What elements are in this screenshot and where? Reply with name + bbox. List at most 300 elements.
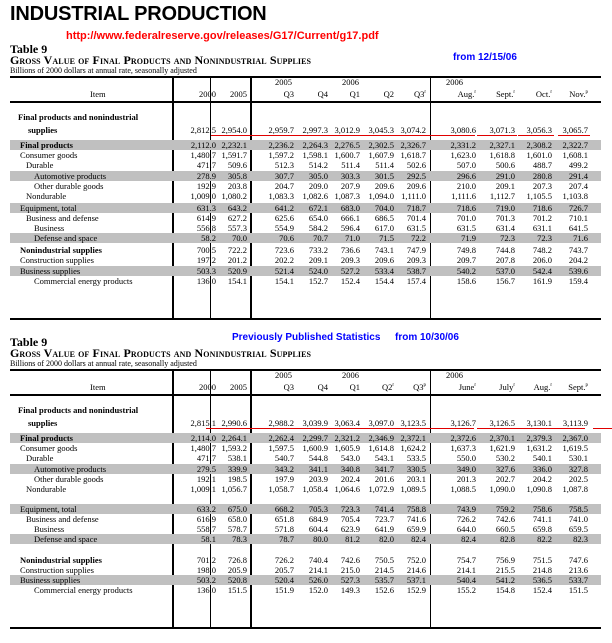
cell-value: 202.7 — [495, 474, 515, 484]
cell-value: 1,607.9 — [368, 150, 394, 160]
cell-value: 1,083.3 — [268, 191, 294, 201]
red-underline — [477, 135, 517, 136]
cell-value: 743.1 — [374, 245, 394, 255]
cell-value: 158.6 — [456, 276, 476, 286]
cell-value: 154.1 — [227, 276, 247, 286]
cell-value: 1,608.1 — [562, 150, 588, 160]
cell-value: 759.2 — [495, 504, 515, 514]
cell-value: 2,112.0 — [190, 140, 216, 150]
red-underline — [593, 428, 612, 429]
cell-value: 617.0 — [374, 223, 394, 233]
table-subtitle: Billions of 2000 dollars at annual rate, seasonally adjusted — [10, 66, 197, 75]
cell-value: 82.4 — [461, 534, 476, 544]
cell-value: 214.8 — [532, 565, 552, 575]
column-header: Q4 — [317, 382, 328, 392]
cell-value: 521.4 — [274, 266, 294, 276]
cell-value: 658.0 — [227, 514, 247, 524]
cell-value: 488.7 — [532, 160, 552, 170]
cell-value: 631.5 — [406, 223, 426, 233]
cell-value: 327.6 — [495, 464, 515, 474]
cell-value: 616.9 — [196, 514, 216, 524]
table-row — [10, 140, 601, 150]
cell-value: 70.6 — [279, 233, 294, 243]
row-label: Equipment, total — [20, 203, 77, 213]
cell-value: 152.6 — [374, 585, 394, 595]
cell-value: 303.3 — [340, 171, 360, 181]
cell-value: 1,103.8 — [562, 191, 588, 201]
cell-value: 209.6 — [406, 181, 426, 191]
row-label: Business and defense — [26, 514, 99, 524]
cell-value: 1,009.0 — [190, 191, 216, 201]
row-label: Business — [34, 223, 65, 233]
cell-value: 520.8 — [227, 575, 247, 585]
cell-value: 136.0 — [196, 585, 216, 595]
annotation-date: from 10/30/06 — [395, 332, 459, 343]
cell-value: 1,058.4 — [302, 484, 328, 494]
cell-value: 209.6 — [374, 181, 394, 191]
cell-value: 512.3 — [274, 160, 294, 170]
cell-value: 533.4 — [374, 266, 394, 276]
cell-value: 154.4 — [374, 276, 394, 286]
cell-value: 726.8 — [227, 555, 247, 565]
table-name: Gross Value of Final Products and Nonindustrial Supplies — [10, 346, 312, 360]
table-number: Table 9 — [10, 335, 48, 349]
cell-value: 152.4 — [532, 585, 552, 595]
cell-value: 471.7 — [196, 453, 216, 463]
cell-value: 1,631.2 — [526, 443, 552, 453]
cell-value: 307.7 — [274, 171, 294, 181]
cell-value: 1,112.7 — [489, 191, 515, 201]
cell-value: 544.8 — [308, 453, 328, 463]
cell-value: 2,236.2 — [268, 140, 294, 150]
cell-value: 3,123.5 — [400, 418, 426, 428]
cell-value: 82.3 — [573, 534, 588, 544]
cell-value: 1,618.8 — [489, 150, 515, 160]
column-header: Q3 — [283, 382, 294, 392]
row-label: Construction supplies — [20, 565, 94, 575]
table-row — [10, 266, 601, 276]
cell-value: 2,954.0 — [221, 125, 247, 135]
cell-value: 754.7 — [456, 555, 476, 565]
cell-value: 339.9 — [227, 464, 247, 474]
cell-value: 502.6 — [406, 160, 426, 170]
cell-value: 643.2 — [227, 203, 247, 213]
cell-value: 503.3 — [196, 266, 216, 276]
cell-value: 3,097.0 — [368, 418, 394, 428]
cell-value: 631.3 — [196, 203, 216, 213]
cell-value: 207.3 — [532, 181, 552, 191]
cell-value: 296.6 — [456, 171, 476, 181]
column-header: Q3$^r$ — [413, 89, 426, 99]
cell-value: 278.9 — [196, 171, 216, 181]
row-label: Construction supplies — [20, 255, 94, 265]
row-label: Business — [34, 524, 65, 534]
cell-value: 530.2 — [495, 453, 515, 463]
column-header: Q3 — [283, 89, 294, 99]
cell-value: 157.4 — [406, 276, 426, 286]
cell-value: 292.5 — [406, 171, 426, 181]
cell-value: 520.4 — [274, 575, 294, 585]
cell-value: 197.9 — [274, 474, 294, 484]
column-header: Q3$^p$ — [413, 382, 426, 392]
cell-value: 631.4 — [495, 223, 515, 233]
year-group: 2006 — [342, 77, 359, 87]
cell-value: 527.3 — [340, 575, 360, 585]
cell-value: 2,264.1 — [221, 433, 247, 443]
cell-value: 204.2 — [568, 255, 588, 265]
cell-value: 631.5 — [456, 223, 476, 233]
cell-value: 747.6 — [568, 555, 588, 565]
cell-value: 500.6 — [495, 160, 515, 170]
cell-value: 2,321.2 — [334, 433, 360, 443]
cell-value: 701.2 — [532, 213, 552, 223]
cell-value: 209.6 — [374, 255, 394, 265]
cell-value: 1,597.2 — [268, 150, 294, 160]
row-label: Business supplies — [20, 266, 81, 276]
row-label: Commercial energy products — [34, 585, 133, 595]
column-header: Q1 — [349, 89, 360, 99]
cell-value: 71.0 — [345, 233, 360, 243]
cell-value: 78.7 — [279, 534, 294, 544]
cell-value: 197.2 — [196, 255, 216, 265]
cell-value: 741.6 — [406, 514, 426, 524]
cell-value: 58.1 — [201, 534, 216, 544]
row-label: Commercial energy products — [34, 276, 133, 286]
cell-value: 1,105.5 — [526, 191, 552, 201]
cell-value: 2,997.3 — [302, 125, 328, 135]
table-row — [10, 233, 601, 243]
cell-value: 719.0 — [495, 203, 515, 213]
cell-value: 668.2 — [274, 504, 294, 514]
cell-value: 1,619.5 — [562, 443, 588, 453]
cell-value: 210.0 — [456, 181, 476, 191]
annotation-previous: Previously Published Statistics — [232, 332, 381, 343]
row-label: Nonindustrial supplies — [20, 245, 102, 255]
cell-value: 3,065.7 — [562, 125, 588, 135]
cell-value: 750.5 — [374, 555, 394, 565]
cell-value: 718.7 — [406, 203, 426, 213]
cell-value: 202.2 — [274, 255, 294, 265]
cell-value: 201.2 — [227, 255, 247, 265]
cell-value: 558.7 — [196, 524, 216, 534]
cell-value: 641.2 — [274, 203, 294, 213]
cell-value: 524.0 — [308, 266, 328, 276]
cell-value: 672.1 — [308, 203, 328, 213]
cell-value: 213.6 — [568, 565, 588, 575]
cell-value: 748.2 — [532, 245, 552, 255]
red-underline — [477, 428, 585, 429]
cell-value: 305.0 — [308, 171, 328, 181]
cell-value: 723.6 — [274, 245, 294, 255]
cell-value: 700.5 — [196, 245, 216, 255]
cell-value: 542.4 — [532, 266, 552, 276]
row-label-cont: supplies — [28, 125, 58, 135]
cell-value: 192.9 — [196, 181, 216, 191]
row-label: Automotive products — [34, 171, 107, 181]
cell-value: 554.9 — [274, 223, 294, 233]
table-row — [10, 276, 601, 286]
cell-value: 527.2 — [340, 266, 360, 276]
cell-value: 625.6 — [274, 213, 294, 223]
cell-value: 541.2 — [495, 575, 515, 585]
year-group: 2006 — [342, 370, 359, 380]
cell-value: 2,372.6 — [450, 433, 476, 443]
column-header: 2005 — [230, 382, 247, 392]
cell-value: 701.0 — [456, 213, 476, 223]
cell-value: 701.2 — [196, 555, 216, 565]
cell-value: 1,090.8 — [526, 484, 552, 494]
cell-value: 154.1 — [274, 276, 294, 286]
cell-value: 1,480.7 — [190, 150, 216, 160]
cell-value: 82.2 — [537, 534, 552, 544]
cell-value: 535.7 — [374, 575, 394, 585]
cell-value: 2,299.7 — [302, 433, 328, 443]
table-row — [10, 405, 601, 429]
cell-value: 1,058.7 — [268, 484, 294, 494]
table-row — [10, 524, 601, 534]
cell-value: 756.9 — [495, 555, 515, 565]
cell-value: 207.8 — [495, 255, 515, 265]
cell-value: 723.7 — [374, 514, 394, 524]
cell-value: 1,090.0 — [489, 484, 515, 494]
row-label: Business and defense — [26, 213, 99, 223]
table-row — [10, 433, 601, 443]
cell-value: 71.9 — [461, 233, 476, 243]
cell-value: 2,331.2 — [450, 140, 476, 150]
cell-value: 78.3 — [232, 534, 247, 544]
cell-value: 209.1 — [495, 181, 515, 191]
row-label: Durable — [26, 453, 54, 463]
cell-value: 718.6 — [456, 203, 476, 213]
cell-value: 633.2 — [196, 504, 216, 514]
cell-value: 80.0 — [313, 534, 328, 544]
cell-value: 520.9 — [227, 266, 247, 276]
cell-value: 1,593.2 — [221, 443, 247, 453]
cell-value: 578.7 — [227, 524, 247, 534]
cell-value: 1,621.9 — [489, 443, 515, 453]
red-underline — [558, 135, 590, 136]
cell-value: 683.0 — [340, 203, 360, 213]
cell-value: 540.2 — [456, 266, 476, 276]
row-label: Consumer goods — [20, 443, 78, 453]
cell-value: 152.7 — [308, 276, 328, 286]
cell-value: 584.2 — [308, 223, 328, 233]
cell-value: 1,087.8 — [562, 484, 588, 494]
cell-value: 631.1 — [532, 223, 552, 233]
cell-value: 1,591.7 — [221, 150, 247, 160]
cell-value: 705.3 — [308, 504, 328, 514]
cell-value: 543.0 — [340, 453, 360, 463]
cell-value: 203.8 — [227, 181, 247, 191]
data-table — [10, 369, 601, 629]
cell-value: 203.1 — [406, 474, 426, 484]
table-row — [10, 565, 601, 575]
cell-value: 209.3 — [340, 255, 360, 265]
cell-value: 1,614.8 — [368, 443, 394, 453]
cell-value: 758.6 — [532, 504, 552, 514]
cell-value: 340.8 — [340, 464, 360, 474]
cell-value: 684.9 — [308, 514, 328, 524]
red-underline — [206, 428, 474, 429]
cell-value: 741.0 — [568, 514, 588, 524]
cell-value: 604.4 — [308, 524, 328, 534]
cell-value: 540.4 — [456, 575, 476, 585]
cell-value: 198.0 — [196, 565, 216, 575]
cell-value: 2,812.5 — [190, 125, 216, 135]
year-group: 2005 — [275, 77, 292, 87]
table-row — [10, 255, 601, 265]
cell-value: 1,009.1 — [190, 484, 216, 494]
cell-value: 701.3 — [495, 213, 515, 223]
table-row — [10, 203, 601, 213]
row-label: Defense and space — [34, 534, 98, 544]
column-header: Aug.$^r$ — [457, 89, 476, 99]
cell-value: 741.1 — [532, 514, 552, 524]
cell-value: 81.2 — [345, 534, 360, 544]
cell-value: 543.1 — [374, 453, 394, 463]
cell-value: 752.0 — [406, 555, 426, 565]
column-header: June$^r$ — [458, 382, 476, 392]
cell-value: 1,072.9 — [368, 484, 394, 494]
annotation-date: from 12/15/06 — [453, 52, 517, 63]
table-row — [10, 464, 601, 474]
cell-value: 744.8 — [495, 245, 515, 255]
cell-value: 2,264.3 — [302, 140, 328, 150]
row-label: Final products and nonindustrial — [18, 405, 139, 415]
cell-value: 204.2 — [532, 474, 552, 484]
cell-value: 209.7 — [456, 255, 476, 265]
table-row — [10, 213, 601, 223]
row-label: Other durable goods — [34, 474, 104, 484]
cell-value: 743.9 — [456, 504, 476, 514]
cell-value: 2,367.0 — [562, 433, 588, 443]
cell-value: 726.2 — [274, 555, 294, 565]
cell-value: 149.3 — [340, 585, 360, 595]
cell-value: 1,601.0 — [526, 150, 552, 160]
cell-value: 2,346.9 — [368, 433, 394, 443]
cell-value: 206.0 — [532, 255, 552, 265]
cell-value: 614.9 — [196, 213, 216, 223]
column-header: Q2$^r$ — [381, 382, 394, 392]
cell-value: 1,064.6 — [334, 484, 360, 494]
row-label-cont: supplies — [28, 418, 58, 428]
cell-value: 741.4 — [374, 504, 394, 514]
cell-value: 215.5 — [495, 565, 515, 575]
cell-value: 70.0 — [232, 233, 247, 243]
cell-value: 742.6 — [495, 514, 515, 524]
column-header: Oct.$^r$ — [535, 89, 552, 99]
table-row — [10, 534, 601, 544]
row-label: Other durable goods — [34, 181, 104, 191]
row-label: Nonindustrial supplies — [20, 555, 102, 565]
cell-value: 1,637.3 — [450, 443, 476, 453]
row-label: Final products — [20, 433, 73, 443]
year-group: 2005 — [275, 370, 292, 380]
cell-value: 152.0 — [308, 585, 328, 595]
cell-value: 722.2 — [227, 245, 247, 255]
cell-value: 537.1 — [406, 575, 426, 585]
cell-value: 279.5 — [196, 464, 216, 474]
cell-value: 511.4 — [375, 160, 394, 170]
table-row — [10, 181, 601, 191]
cell-value: 736.6 — [340, 245, 360, 255]
cell-value: 623.9 — [340, 524, 360, 534]
row-label: Final products and nonindustrial — [18, 112, 139, 122]
data-table — [10, 76, 601, 320]
cell-value: 1,088.5 — [450, 484, 476, 494]
cell-value: 1,605.9 — [334, 443, 360, 453]
column-header: Aug.$^r$ — [533, 382, 552, 392]
cell-value: 72.2 — [411, 233, 426, 243]
row-label: Consumer goods — [20, 150, 78, 160]
cell-value: 136.0 — [196, 276, 216, 286]
cell-value: 70.7 — [313, 233, 328, 243]
table-row — [10, 150, 601, 160]
source-url[interactable]: http://www.federalreserve.gov/releases/G17/Current/g17.pdf — [66, 30, 379, 42]
cell-value: 2,232.1 — [221, 140, 247, 150]
cell-value: 154.8 — [495, 585, 515, 595]
table-row — [10, 453, 601, 463]
cell-value: 2,326.7 — [400, 140, 426, 150]
cell-value: 280.8 — [532, 171, 552, 181]
cell-value: 511.4 — [341, 160, 360, 170]
row-label: Equipment, total — [20, 504, 77, 514]
cell-value: 343.2 — [274, 464, 294, 474]
cell-value: 2,114.0 — [190, 433, 216, 443]
cell-value: 204.7 — [274, 181, 294, 191]
cell-value: 710.1 — [568, 213, 588, 223]
cell-value: 514.2 — [308, 160, 328, 170]
cell-value: 349.0 — [456, 464, 476, 474]
row-label: Nondurable — [26, 484, 67, 494]
cell-value: 749.8 — [456, 245, 476, 255]
cell-value: 3,071.3 — [489, 125, 515, 135]
cell-value: 205.7 — [274, 565, 294, 575]
cell-value: 58.2 — [201, 233, 216, 243]
cell-value: 1,624.2 — [400, 443, 426, 453]
table-row — [10, 112, 601, 136]
cell-value: 1,597.5 — [268, 443, 294, 453]
cell-value: 3,012.9 — [334, 125, 360, 135]
column-header: July$^r$ — [499, 382, 515, 392]
cell-value: 214.5 — [374, 565, 394, 575]
cell-value: 72.3 — [537, 233, 552, 243]
column-header: Nov.$^p$ — [569, 89, 588, 99]
cell-value: 743.7 — [568, 245, 588, 255]
year-group: 2006 — [446, 370, 463, 380]
cell-value: 1,480.7 — [190, 443, 216, 453]
cell-value: 3,039.9 — [302, 418, 328, 428]
cell-value: 214.1 — [456, 565, 476, 575]
row-label: Durable — [26, 160, 54, 170]
cell-value: 152.9 — [406, 585, 426, 595]
cell-value: 2,308.2 — [526, 140, 552, 150]
cell-value: 509.6 — [227, 160, 247, 170]
cell-value: 659.8 — [532, 524, 552, 534]
cell-value: 533.5 — [406, 453, 426, 463]
table-row — [10, 223, 601, 233]
page-title: INDUSTRIAL PRODUCTION — [10, 3, 267, 25]
cell-value: 666.1 — [340, 213, 360, 223]
table-row — [10, 575, 601, 585]
cell-value: 1,094.0 — [368, 191, 394, 201]
cell-value: 72.3 — [500, 233, 515, 243]
cell-value: 305.8 — [227, 171, 247, 181]
cell-value: 540.1 — [532, 453, 552, 463]
table-number: Table 9 — [10, 42, 48, 56]
table-row — [10, 443, 601, 453]
cell-value: 2,327.1 — [489, 140, 515, 150]
